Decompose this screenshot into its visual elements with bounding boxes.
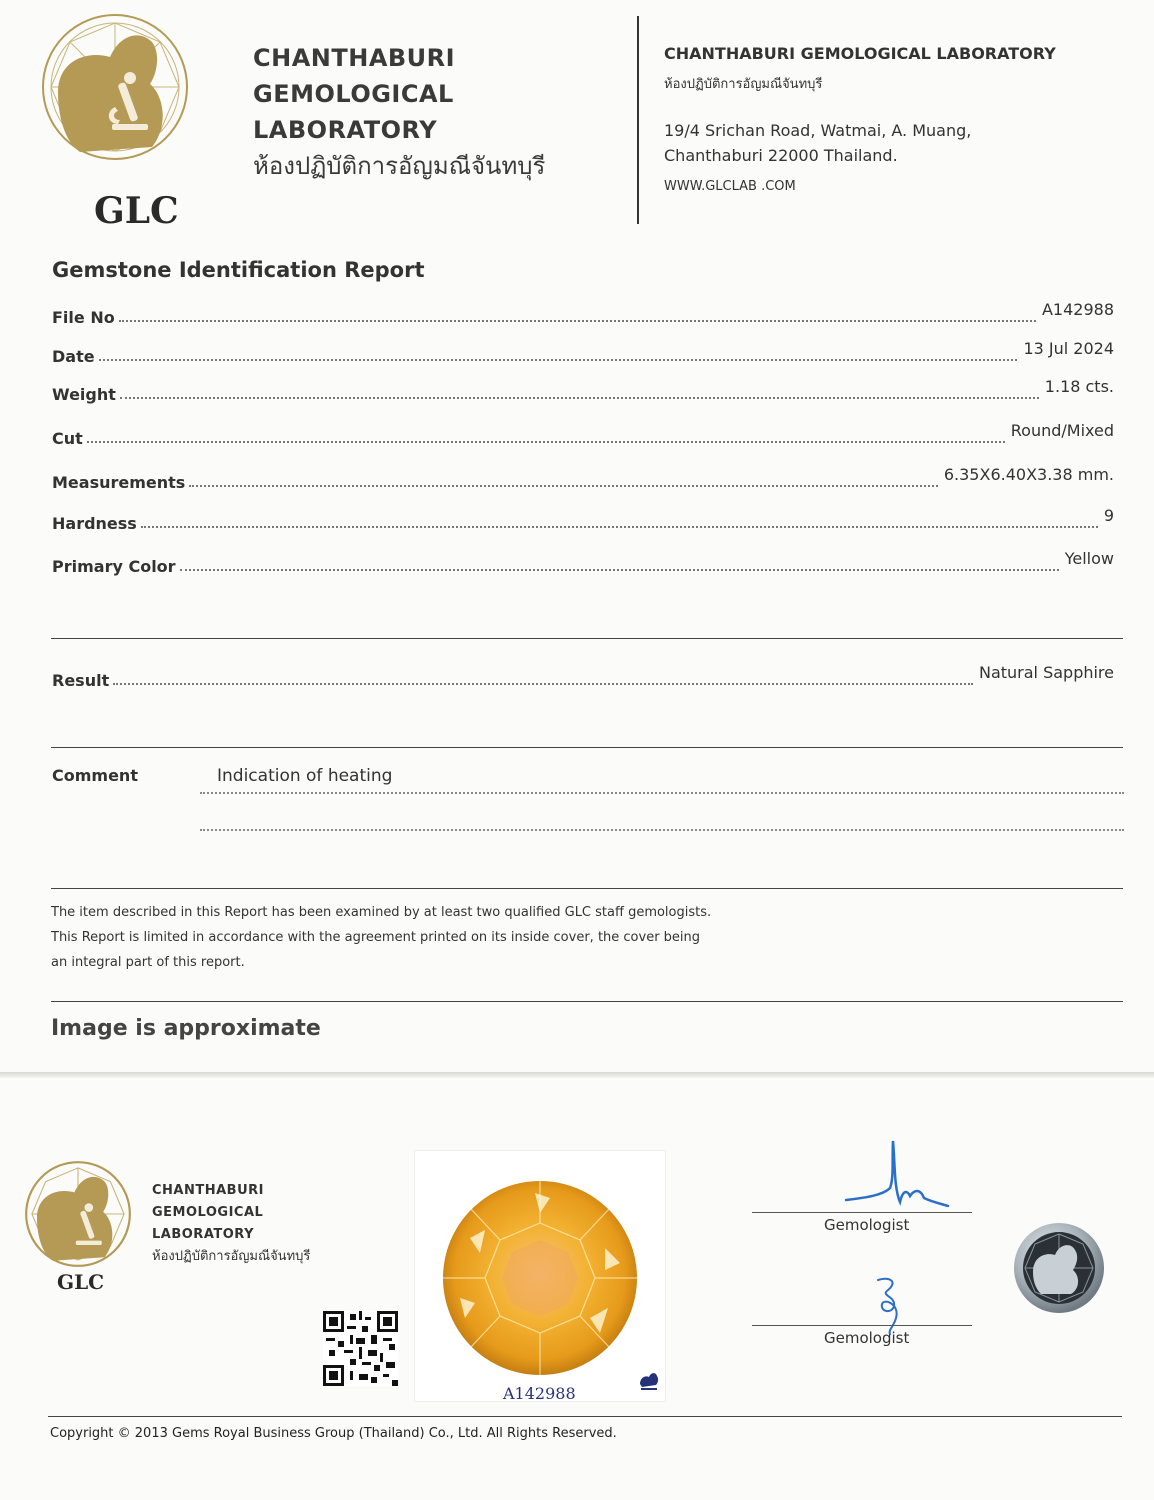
field-row-measurements	[52, 462, 1114, 492]
lab-name-line: LABORATORY	[152, 1227, 254, 1242]
dotted-leader	[180, 569, 1059, 571]
field-value: 1.18 cts.	[1044, 377, 1114, 396]
copyright: Copyright © 2013 Gems Royal Business Group (Thailand) Co., Ltd. All Rights Reserved.	[50, 1426, 617, 1441]
section-divider	[51, 747, 1123, 748]
logo-text: GLC	[57, 1270, 105, 1294]
field-value: Round/Mixed	[1010, 421, 1114, 440]
gemologist-signature-2	[870, 1274, 910, 1336]
lab-name-line: CHANTHABURI	[253, 44, 456, 72]
gemologist-label: Gemologist	[824, 1216, 910, 1234]
dotted-leader	[99, 359, 1018, 361]
field-row-weight	[52, 374, 1114, 404]
field-label: File No	[52, 308, 115, 327]
footer-divider	[48, 1416, 1122, 1417]
dotted-leader	[87, 441, 1005, 443]
qr-code-icon	[323, 1311, 398, 1386]
glc-logo-icon	[24, 1160, 132, 1268]
logo-text: GLC	[94, 190, 179, 232]
field-value: 6.35X6.40X3.38 mm.	[943, 465, 1114, 484]
header-divider	[637, 16, 639, 224]
signature-line	[752, 1212, 972, 1213]
disclaimer-line: an integral part of this report.	[51, 955, 245, 970]
lab-address	[664, 118, 971, 168]
field-value: Yellow	[1064, 549, 1114, 568]
field-label: Measurements	[52, 473, 186, 492]
address-line: Chanthaburi 22000 Thailand.	[664, 146, 898, 165]
lab-thai-right: ห้องปฏิบัติการอัญมณีจันทบุรี	[664, 77, 823, 92]
gemologist-signature-1	[842, 1138, 952, 1213]
lab-title-right: CHANTHABURI GEMOLOGICAL LABORATORY	[664, 44, 1056, 63]
field-label: Primary Color	[52, 557, 176, 576]
hologram-seal-icon	[1013, 1222, 1105, 1314]
disclaimer	[51, 900, 751, 975]
field-value: 9	[1103, 506, 1114, 525]
field-row-hardness	[52, 503, 1114, 533]
gemologist-label: Gemologist	[824, 1329, 910, 1347]
lab-name-line: GEMOLOGICAL	[152, 1205, 264, 1220]
image-note: Image is approximate	[51, 1016, 321, 1041]
dotted-leader	[120, 397, 1039, 399]
lab-name	[152, 1180, 264, 1246]
signature-line	[752, 1325, 972, 1326]
lab-name-line: CHANTHABURI	[152, 1183, 264, 1198]
field-row-cut	[52, 418, 1114, 448]
comment-dotted-line	[200, 829, 1124, 831]
disclaimer-line: This Report is limited in accordance with the agreement printed on its inside cover, the cover being	[51, 930, 701, 945]
report-title: Gemstone Identification Report	[52, 258, 425, 282]
address-line: 19/4 Srichan Road, Watmai, A. Muang,	[664, 121, 972, 140]
field-row-file-no	[52, 297, 1114, 327]
field-label: Weight	[52, 385, 116, 404]
glc-logo-icon	[40, 12, 190, 190]
field-label: Hardness	[52, 514, 137, 533]
dotted-leader	[141, 526, 1098, 528]
section-divider	[51, 638, 1123, 639]
lab-name-line: GEMOLOGICAL	[253, 80, 454, 108]
field-label: Date	[52, 347, 95, 366]
comment-label: Comment	[52, 766, 138, 785]
field-row-date	[52, 336, 1114, 366]
yellow-sapphire-image	[440, 1178, 640, 1378]
section-divider	[51, 888, 1123, 889]
field-row-primary-color	[52, 546, 1114, 576]
lab-name-thai: ห้องปฏิบัติการอัญมณีจันทบุรี	[253, 152, 546, 180]
field-label: Cut	[52, 429, 83, 448]
comment-value: Indication of heating	[217, 766, 393, 786]
lab-name-line: LABORATORY	[253, 116, 438, 144]
paper-fold	[0, 1072, 1154, 1078]
result-label: Result	[52, 671, 110, 690]
dotted-leader	[113, 683, 973, 685]
dotted-leader	[119, 320, 1036, 322]
disclaimer-line: The item described in this Report has been examined by at least two qualified GLC staff gemologists.	[51, 905, 712, 920]
dotted-leader	[189, 485, 938, 487]
photo-file-id: A142988	[503, 1384, 576, 1403]
result-row	[52, 660, 1114, 690]
comment-dotted-line	[200, 792, 1124, 794]
field-value: A142988	[1041, 300, 1114, 319]
lab-name-thai: ห้องปฏิบัติการอัญมณีจันทบุรี	[152, 1249, 311, 1264]
field-value: 13 Jul 2024	[1023, 339, 1114, 358]
lab-name	[253, 40, 455, 148]
result-value: Natural Sapphire	[978, 663, 1114, 682]
section-divider	[51, 1001, 1123, 1002]
glc-mini-logo-icon	[637, 1370, 661, 1392]
lab-website: WWW.GLCLAB .COM	[664, 179, 796, 194]
